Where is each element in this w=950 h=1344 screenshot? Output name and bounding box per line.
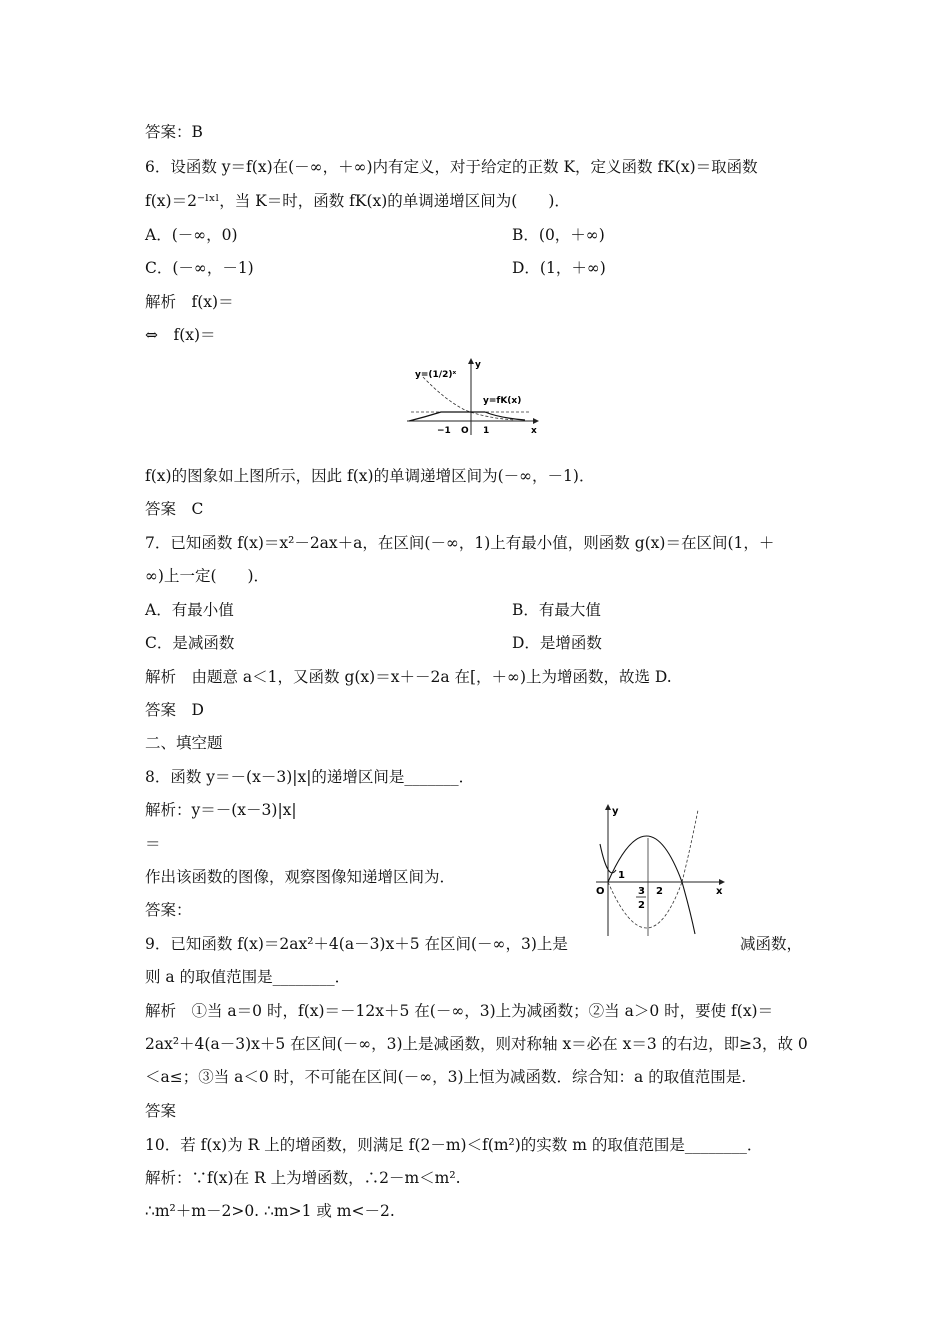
label-x-axis: x	[531, 426, 537, 436]
figure-6-graph	[405, 355, 545, 437]
label-y-axis: y	[612, 806, 619, 817]
question-9-line-1: 9．已知函数 f(x)＝2ax²＋4(a－3)x＋5 在区间(－∞，3)上是	[145, 935, 568, 953]
option-6c: C．(－∞，－1)	[145, 259, 254, 277]
question-7-line-1: 7．已知函数 f(x)＝x²－2ax＋a，在区间(－∞，1)上有最小值，则函数 g(x)＝在区间(1，＋	[145, 534, 775, 552]
question-10: 10．若 f(x)为 R 上的增函数，则满足 f(2－m)＜f(m²)的实数 m 的取值范围是________．	[145, 1136, 763, 1154]
solution-7: 解析 由题意 a＜1，又函数 g(x)＝x＋－2a 在[，＋∞)上为增函数，故选 D.	[145, 668, 672, 686]
label-x-axis: x	[716, 886, 723, 897]
option-7c: C．是减函数	[145, 634, 235, 652]
label-origin: O	[596, 886, 605, 897]
solution-8-line-2: ＝	[145, 835, 161, 853]
answer-6: 答案 C	[145, 500, 204, 518]
section-2-heading: 二、填空题	[145, 734, 223, 752]
option-6d: D．(1，＋∞)	[512, 259, 606, 277]
label-one: 1	[483, 426, 490, 436]
question-8: 8．函数 y＝－(x－3)|x|的递增区间是_______．	[145, 768, 475, 786]
option-7b: B．有最大值	[512, 601, 601, 619]
figure-8-graph	[590, 800, 730, 940]
option-7a: A．有最小值	[145, 601, 234, 619]
solution-10-line-1: 解析：∵f(x)在 R 上为增函数，∴2－m＜m².	[145, 1169, 461, 1187]
solution-9-line-3: ＜a≤；③当 a＜0 时，不可能在区间(－∞，3)上恒为减函数．综合知：a 的取值范围是.	[145, 1068, 747, 1086]
question-9-line-2: 则 a 的取值范围是________．	[145, 968, 351, 986]
answer-8: 答案：	[145, 901, 192, 919]
option-6a: A．(－∞，0)	[145, 226, 238, 244]
label-fk-curve: y=fK(x)	[483, 396, 522, 406]
line-answer-5: 答案：B	[145, 123, 203, 141]
solution-8-line-1: 解析：y＝－(x－3)|x|	[145, 801, 297, 819]
answer-7: 答案 D	[145, 701, 204, 719]
label-y-axis: y	[475, 360, 481, 370]
question-6-line-2: f(x)＝2⁻ˡˣˡ，当 K＝时，函数 fK(x)的单调递增区间为( )．	[145, 192, 570, 210]
answer-9: 答案	[145, 1102, 177, 1120]
label-exp-curve: y=(1/2)ˣ	[415, 370, 457, 380]
label-minus-one: −1	[437, 426, 451, 436]
question-6-line-1: 6．设函数 y＝f(x)在(－∞，＋∞)内有定义，对于给定的正数 K，定义函数 fK(x)＝取函数	[145, 158, 758, 176]
solution-6-line-3: f(x)的图象如上图所示，因此 f(x)的单调递增区间为(－∞，－1)．	[145, 467, 595, 485]
solution-6-line-1: 解析 f(x)＝	[145, 293, 234, 311]
solution-8-line-3: 作出该函数的图像，观察图像知递增区间为．	[145, 868, 456, 886]
label-origin: O	[461, 426, 469, 436]
option-7d: D．是增函数	[512, 634, 602, 652]
label-three-halves-den: 2	[638, 900, 645, 911]
question-9-line-1-end: 减函数，	[740, 935, 803, 953]
label-two: 2	[656, 886, 663, 897]
label-one: 1	[618, 870, 625, 881]
question-7-line-2: ∞)上一定( )．	[145, 567, 270, 585]
solution-9-line-1: 解析 ①当 a＝0 时，f(x)＝－12x＋5 在(－∞，3)上为减函数；②当 a＞0 时，要使 f(x)＝	[145, 1002, 774, 1020]
option-6b: B．(0，＋∞)	[512, 226, 605, 244]
label-three-halves-num: 3	[638, 886, 645, 897]
solution-6-line-2: ⇔ f(x)＝	[145, 326, 216, 344]
solution-10-line-2: ∴m²＋m－2>0. ∴m>1 或 m<－2.	[145, 1202, 395, 1220]
solution-9-line-2: 2ax²＋4(a－3)x＋5 在区间(－∞，3)上是减函数，则对称轴 x＝必在 x＝3 的右边，即≥3，故 0	[145, 1035, 808, 1053]
